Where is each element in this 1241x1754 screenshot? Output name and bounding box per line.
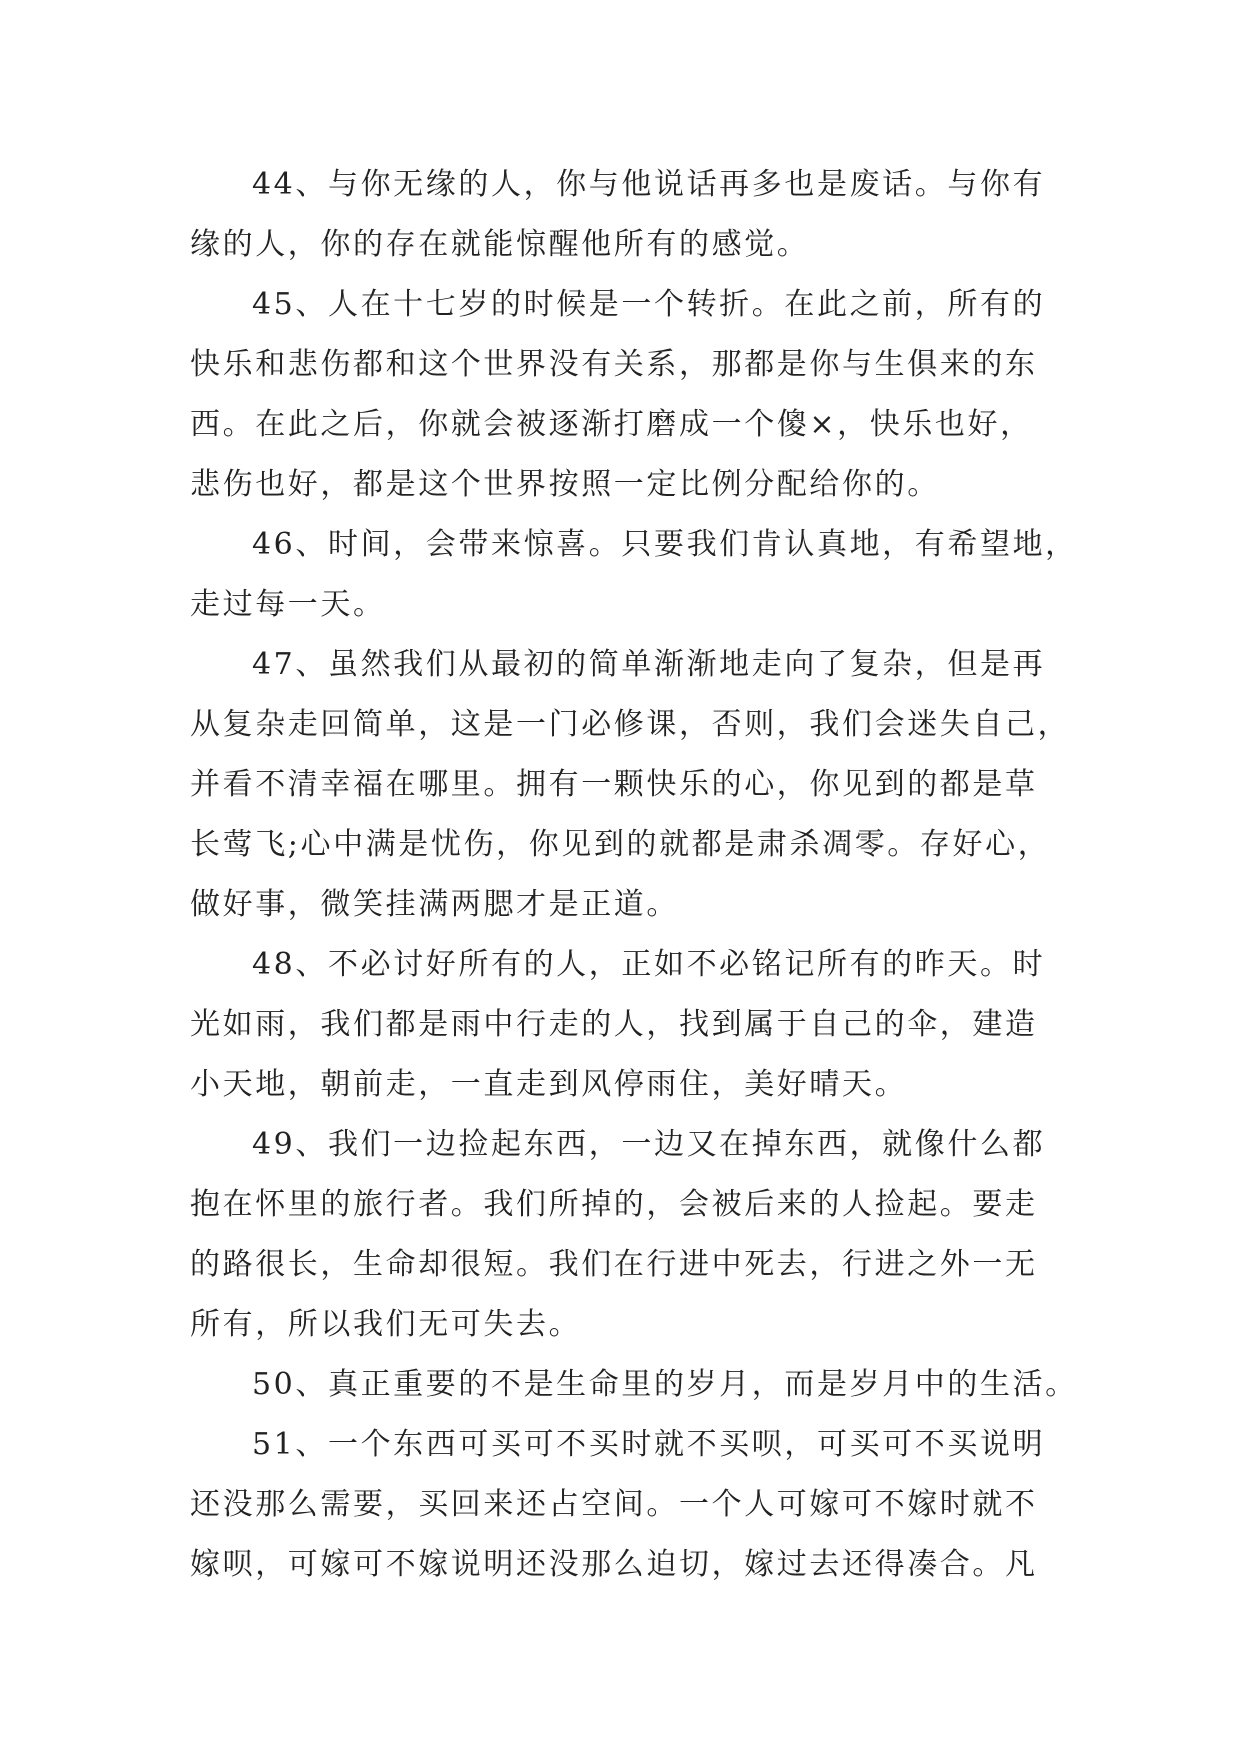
text-line: 还没那么需要，买回来还占空间。一个人可嫁可不嫁时就不 [190, 1487, 1038, 1522]
paragraph-46 [190, 515, 1078, 635]
paragraph-51 [190, 1415, 1060, 1595]
text-line: 45、人在十七岁的时候是一个转折。在此之前，所有的 [252, 287, 1046, 322]
text-line: 46、时间，会带来惊喜。只要我们肯认真地，有希望地， [252, 527, 1078, 562]
paragraph-48 [190, 935, 1060, 1115]
text-line: 50、真正重要的不是生命里的岁月，而是岁月中的生活。 [252, 1367, 1078, 1402]
text-line: 做好事，微笑挂满两腮才是正道。 [190, 887, 679, 922]
text-line: 长莺飞;心中满是忧伤，你见到的就都是肃杀凋零。存好心， [190, 827, 1051, 862]
text-line: 的路很长，生命却很短。我们在行进中死去，行进之外一无 [190, 1247, 1038, 1282]
text-line: 51、一个东西可买可不买时就不买呗，可买可不买说明 [252, 1427, 1046, 1462]
document-body [190, 155, 1078, 1595]
text-line: 小天地，朝前走，一直走到风停雨住，美好晴天。 [190, 1067, 908, 1102]
text-line: 嫁呗，可嫁可不嫁说明还没那么迫切，嫁过去还得凑合。凡 [190, 1547, 1038, 1582]
text-line: 44、与你无缘的人，你与他说话再多也是废话。与你有 [252, 167, 1046, 202]
text-line: 从复杂走回简单，这是一门必修课，否则，我们会迷失自己， [190, 707, 1071, 742]
text-line: 并看不清幸福在哪里。拥有一颗快乐的心，你见到的都是草 [190, 767, 1038, 802]
text-line: 悲伤也好，都是这个世界按照一定比例分配给你的。 [190, 467, 940, 502]
text-line: 所有，所以我们无可失去。 [190, 1307, 582, 1342]
paragraph-44 [190, 155, 1060, 275]
text-line: 缘的人，你的存在就能惊醒他所有的感觉。 [190, 227, 810, 262]
text-line: 47、虽然我们从最初的简单渐渐地走向了复杂，但是再 [252, 647, 1046, 682]
text-line: 光如雨，我们都是雨中行走的人，找到属于自己的伞，建造 [190, 1007, 1038, 1042]
text-line: 西。在此之后，你就会被逐渐打磨成一个傻×，快乐也好， [190, 407, 1033, 442]
text-line: 快乐和悲伤都和这个世界没有关系，那都是你与生俱来的东 [190, 347, 1038, 382]
paragraph-47 [190, 635, 1071, 935]
text-line: 48、不必讨好所有的人，正如不必铭记所有的昨天。时 [252, 947, 1046, 982]
paragraph-45 [190, 275, 1060, 515]
paragraph-49 [190, 1115, 1060, 1355]
text-line: 49、我们一边捡起东西，一边又在掉东西，就像什么都 [252, 1127, 1046, 1162]
text-line: 抱在怀里的旅行者。我们所掉的，会被后来的人捡起。要走 [190, 1187, 1038, 1222]
paragraph-50 [190, 1355, 1078, 1415]
text-line: 走过每一天。 [190, 587, 386, 622]
